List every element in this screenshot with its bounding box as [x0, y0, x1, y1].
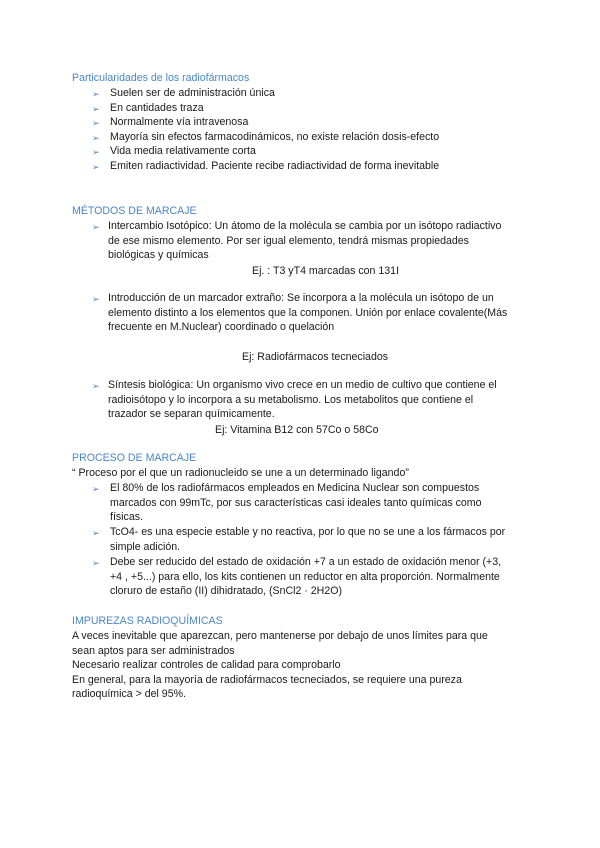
paragraph-line: Necesario realizar controles de calidad para comprobarlo	[72, 659, 341, 672]
section-heading-proceso: PROCESO DE MARCAJE	[72, 452, 197, 464]
arrow-bullet-icon: ➢	[92, 133, 100, 143]
list-item	[108, 291, 530, 335]
list-item-line: radioisótopo y lo incorpora a su metabolismo. Los metabolitos que contiene el	[108, 393, 474, 406]
section-heading-particularidades: Particularidades de los radiofármacos	[72, 72, 250, 84]
list-item-line: TcO4- es una especie estable y no reactiva, por lo que no se une a los fármacos por	[110, 526, 506, 538]
list-item-line: elemento distinto a los elementos que la componen. Unión por enlace covalente(Más	[108, 306, 508, 319]
example-text: Ej: Vitamina B12 con 57Co o 58Co	[215, 424, 379, 436]
paragraph-line: En general, para la mayoría de radiofármacos tecneciados, se requiere una pureza	[72, 673, 462, 686]
list-item: Vida media relativamente corta	[110, 145, 256, 157]
arrow-bullet-icon: ➢	[92, 528, 100, 538]
arrow-bullet-icon: ➢	[92, 294, 100, 304]
list-item: En cantidades traza	[110, 102, 204, 114]
list-item	[110, 525, 530, 554]
list-item-line: simple adición.	[110, 540, 181, 553]
list-item-line: cloruro de estaño (II) dihidratado, (SnCl2 · 2H2O)	[110, 585, 342, 598]
paragraph-line: radioquímica > del 95%.	[72, 688, 186, 701]
list-item-line: trazador se separan químicamente.	[108, 408, 275, 421]
list-item	[108, 378, 530, 422]
arrow-bullet-icon: ➢	[92, 104, 100, 114]
list-item-line: Introducción de un marcador extraño: Se incorpora a la molécula un isótopo de un	[108, 292, 494, 304]
arrow-bullet-icon: ➢	[92, 147, 100, 157]
example-text: Ej. : T3 yT4 marcadas con 131I	[252, 265, 400, 277]
list-item: Emiten radiactividad. Paciente recibe radiactividad de forma inevitable	[110, 160, 440, 172]
section-heading-metodos: MÉTODOS DE MARCAJE	[72, 205, 197, 217]
quote-text: “ Proceso por el que un radionucleido se une a un determinado ligando”	[72, 467, 409, 479]
paragraph-line: sean aptos para ser administrados	[72, 644, 235, 657]
example-text: Ej: Radiofármacos tecneciados	[242, 351, 389, 363]
list-item: Suelen ser de administración única	[110, 87, 275, 99]
list-item-line: Síntesis biológica: Un organismo vivo crece en un medio de cultivo que contiene el	[108, 379, 497, 391]
paragraph-line: A veces inevitable que aparezcan, pero mantenerse por debajo de unos límites para que	[72, 630, 488, 642]
list-item-line: Debe ser reducido del estado de oxidación +7 a un estado de oxidación menor (+3,	[110, 556, 502, 568]
list-item	[108, 219, 530, 263]
list-item-line: frecuente en M.Nuclear) coordinado o quelación	[108, 321, 335, 334]
list-item: Mayoría sin efectos farmacodinámicos, no existe relación dosis-efecto	[110, 131, 440, 143]
list-item-line: de ese mismo elemento. Por ser igual elemento, tendrá mismas propiedades	[108, 234, 469, 247]
list-item	[110, 555, 530, 599]
list-item	[110, 481, 530, 525]
section-heading-impurezas: IMPUREZAS RADIOQUÍMICAS	[72, 615, 223, 627]
list-item: Normalmente vía intravenosa	[110, 116, 249, 128]
list-item-line: físicas.	[110, 511, 143, 524]
list-item-line: El 80% de los radiofármacos empleados en Medicina Nuclear son compuestos	[110, 482, 480, 494]
list-item-line: marcados con 99mTc, por sus características casi ideales tanto químicas como	[110, 496, 482, 509]
arrow-bullet-icon: ➢	[92, 381, 100, 391]
list-item-line: +4 , +5...) para ello, los kits contienen un reductor en alta proporción. Normalmente	[110, 570, 500, 583]
paragraph-impurezas	[72, 629, 532, 702]
arrow-bullet-icon: ➢	[92, 484, 100, 494]
list-item-line: Intercambio Isotópico: Un átomo de la molécula se cambia por un isótopo radiactivo	[108, 220, 502, 232]
arrow-bullet-icon: ➢	[92, 558, 100, 568]
arrow-bullet-icon: ➢	[92, 162, 100, 172]
arrow-bullet-icon: ➢	[92, 118, 100, 128]
arrow-bullet-icon: ➢	[92, 222, 100, 232]
arrow-bullet-icon: ➢	[92, 89, 100, 99]
list-item-line: biológicas y químicas	[108, 249, 209, 262]
